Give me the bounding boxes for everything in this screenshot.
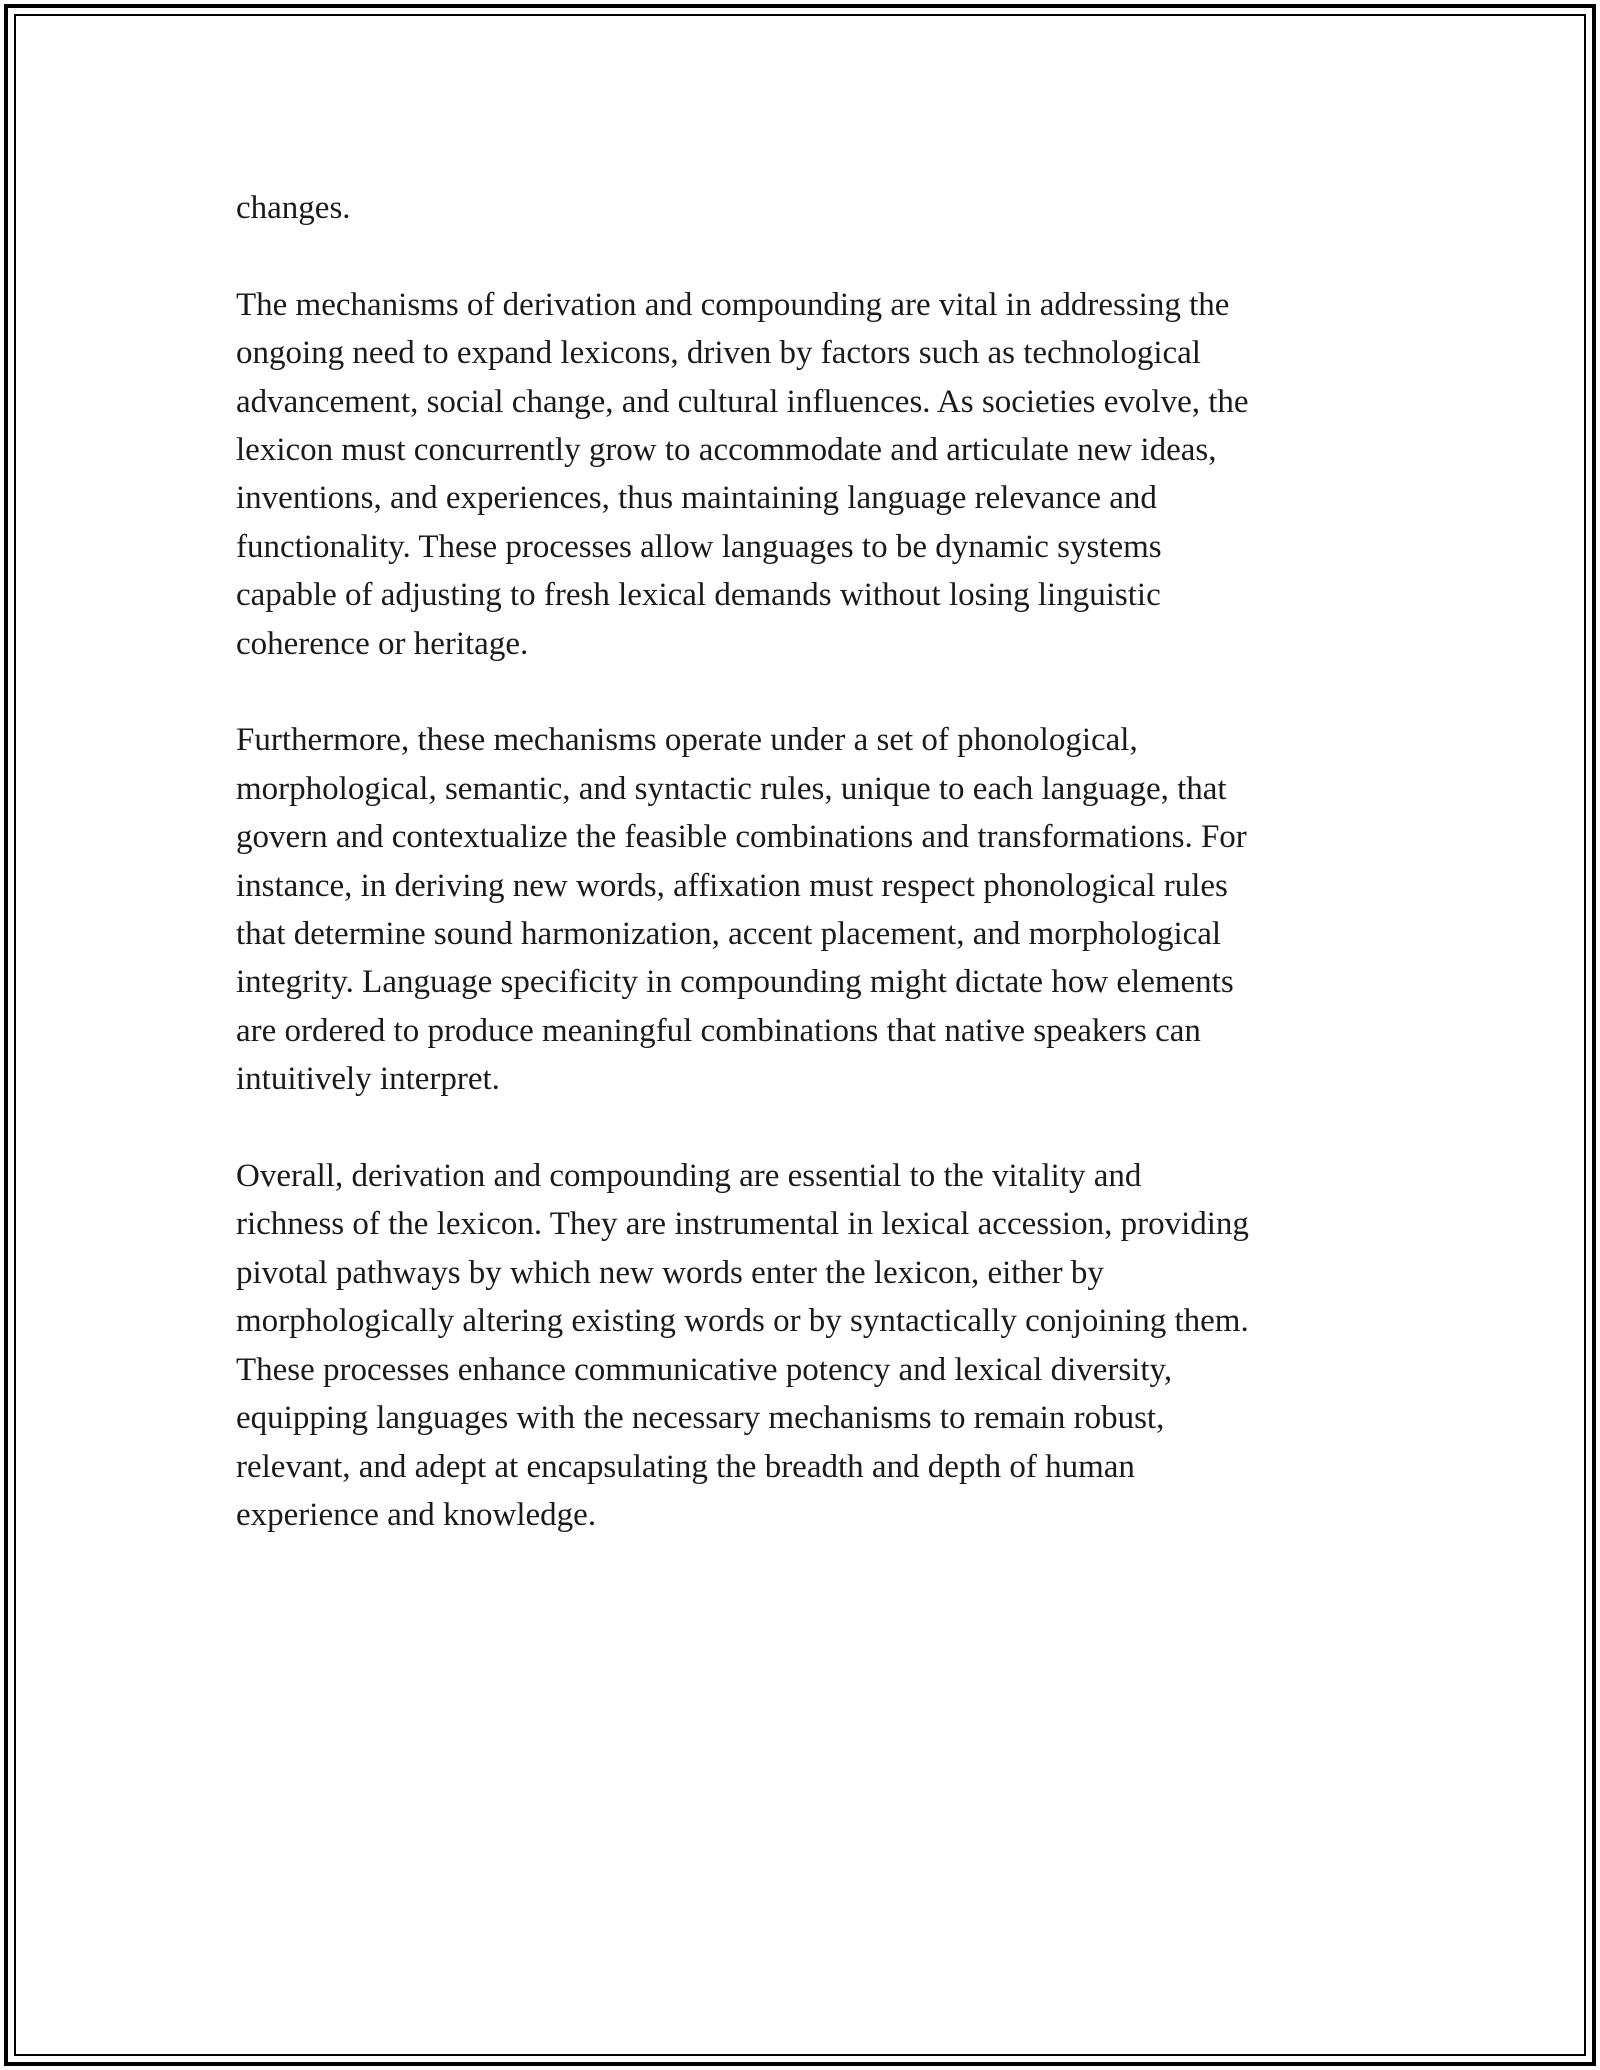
text-line: functionality. These processes allow languages to be dynamic systems [236,528,1162,565]
text-line: These processes enhance communicative potency and lexical diversity, [236,1351,1173,1388]
text-line: pivotal pathways by which new words enter the lexicon, either by [236,1254,1104,1291]
text-line: govern and contextualize the feasible combinations and transformations. For [236,819,1247,856]
text-line: Furthermore, these mechanisms operate under a set of phonological, [236,722,1138,759]
paragraph-2 [236,281,1376,668]
text-line: are ordered to produce meaningful combinations that native speakers can [236,1012,1201,1049]
text-line: Overall, derivation and compounding are essential to the vitality and [236,1158,1142,1195]
text-line: intuitively interpret. [236,1061,500,1098]
text-line: ongoing need to expand lexicons, driven by factors such as technological [236,335,1201,372]
text-line: inventions, and experiences, thus maintaining language relevance and [236,480,1157,517]
document-body [236,184,1376,1588]
text-line: relevant, and adept at encapsulating the breadth and depth of human [236,1448,1135,1485]
text-line: capable of adjusting to fresh lexical demands without losing linguistic [236,577,1161,614]
text-line: that determine sound harmonization, accent placement, and morphological [236,916,1222,953]
text-line: advancement, social change, and cultural influences. As societies evolve, the [236,383,1249,420]
text-line: lexicon must concurrently grow to accommodate and articulate new ideas, [236,432,1217,469]
paragraph-4 [236,1152,1376,1539]
text-line: changes. [236,190,351,226]
text-line: integrity. Language specificity in compounding might dictate how elements [236,964,1234,1001]
text-line: morphologically altering existing words or by syntactically conjoining them. [236,1303,1249,1340]
text-line: richness of the lexicon. They are instrumental in lexical accession, providing [236,1206,1249,1243]
paragraph-3 [236,716,1376,1103]
text-line: experience and knowledge. [236,1496,597,1533]
text-line: The mechanisms of derivation and compounding are vital in addressing the [236,286,1230,323]
text-line: instance, in deriving new words, affixation must respect phonological rules [236,867,1228,904]
text-line: morphological, semantic, and syntactic rules, unique to each language, that [236,770,1227,807]
text-line: equipping languages with the necessary mechanisms to remain robust, [236,1400,1165,1437]
text-line: coherence or heritage. [236,625,529,662]
paragraph-1 [236,184,1376,232]
